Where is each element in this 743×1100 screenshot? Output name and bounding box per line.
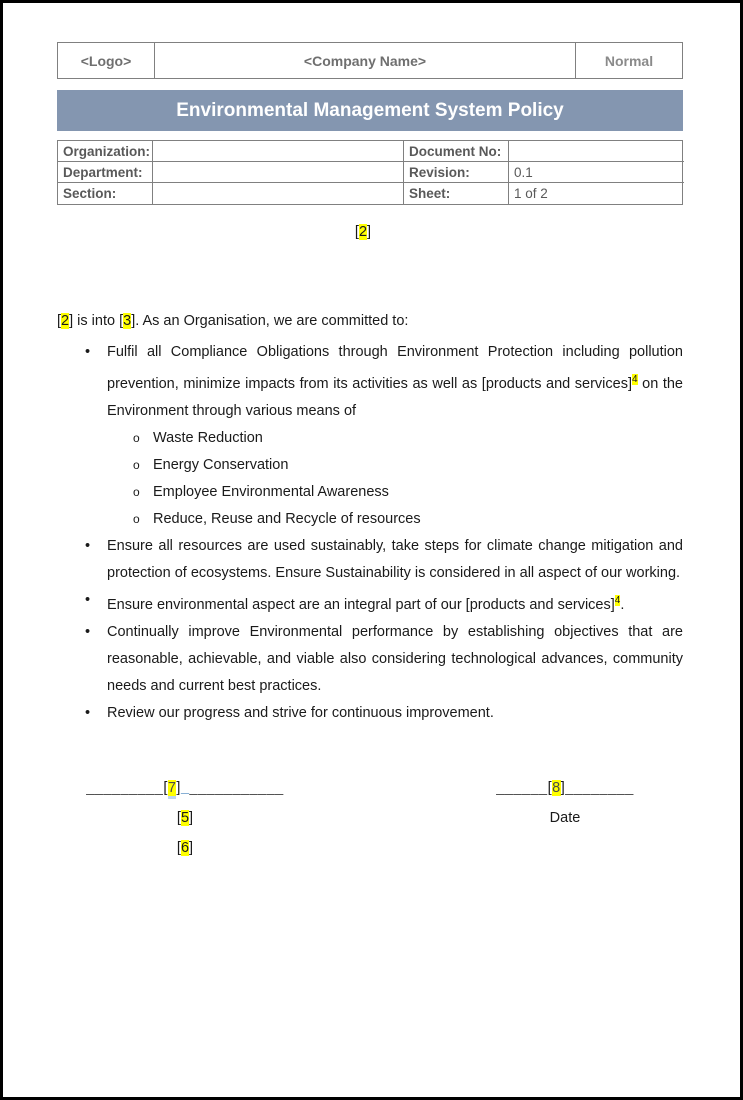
intro-text: ] is into [ bbox=[69, 313, 124, 329]
list-item-text: Fulfil all Compliance Obligations through Environment Protection including pollution prevention, minimize impacts from its activities as well as [products and services] bbox=[107, 344, 683, 392]
bullet-icon: • bbox=[85, 704, 91, 721]
bracket: [ bbox=[176, 840, 181, 856]
list-item bbox=[57, 533, 683, 587]
department-value bbox=[153, 162, 404, 183]
revision-label: Revision: bbox=[404, 162, 509, 183]
signature-rule: ______ bbox=[496, 780, 548, 796]
placeholder-number: 7 bbox=[167, 780, 177, 796]
bracket: ] bbox=[176, 780, 181, 796]
header-table bbox=[57, 42, 683, 79]
list-item bbox=[57, 700, 683, 727]
blue-underscore-mark: _ bbox=[180, 780, 190, 796]
intro-text: ]. As an Organisation, we are committed to: bbox=[131, 313, 409, 329]
revision-value: 0.1 bbox=[509, 162, 684, 183]
sub-list-item-text: Waste Reduction bbox=[153, 429, 263, 446]
bracket: [ bbox=[547, 780, 553, 796]
organization-value bbox=[153, 141, 404, 162]
department-label: Department: bbox=[58, 162, 153, 183]
bracket: [ bbox=[176, 810, 181, 826]
placeholder-number: 2 bbox=[61, 313, 70, 329]
list-item-text: . bbox=[620, 596, 625, 613]
signature-rule: _________ bbox=[86, 780, 164, 796]
list-item bbox=[57, 619, 683, 700]
sub-list-item-text: Reduce, Reuse and Recycle of resources bbox=[153, 510, 421, 527]
sub-list-item bbox=[57, 425, 683, 452]
section-value bbox=[153, 183, 404, 204]
bullet-icon: • bbox=[85, 623, 91, 640]
placeholder-number: 3 bbox=[123, 313, 132, 329]
date-line bbox=[475, 773, 655, 803]
title-banner bbox=[57, 90, 683, 131]
circle-bullet-icon: o bbox=[133, 511, 140, 526]
signature-block-left bbox=[65, 773, 305, 863]
bracket: [ bbox=[354, 224, 359, 240]
doc-classification: Normal bbox=[604, 52, 654, 69]
bracket: ] bbox=[367, 224, 372, 240]
bullet-icon: • bbox=[85, 537, 91, 554]
list-item bbox=[57, 587, 683, 619]
logo-placeholder: <Logo> bbox=[58, 43, 155, 78]
intro-paragraph bbox=[57, 313, 683, 329]
bracket: ] bbox=[189, 810, 194, 826]
sub-list-item bbox=[57, 452, 683, 479]
bullet-icon: • bbox=[85, 591, 91, 608]
bracket: ] bbox=[560, 780, 566, 796]
document-title: Environmental Management System Policy bbox=[176, 99, 564, 121]
signature-rule: ________ bbox=[565, 780, 634, 796]
signatory-name-placeholder bbox=[65, 803, 305, 833]
document-no-value bbox=[509, 141, 684, 162]
date-label: Date bbox=[549, 810, 581, 826]
sheet-label: Sheet: bbox=[404, 183, 509, 204]
highlighted-superscript: 4 bbox=[632, 374, 638, 385]
placeholder-number: 2 bbox=[358, 224, 368, 240]
signature-block-right bbox=[475, 773, 655, 863]
section-label: Section: bbox=[58, 183, 153, 204]
placeholder-number: 8 bbox=[552, 780, 561, 796]
sub-list-item bbox=[57, 479, 683, 506]
sub-list-item-text: Employee Environmental Awareness bbox=[153, 483, 389, 500]
signature-section bbox=[57, 773, 683, 863]
bracket: ] bbox=[189, 840, 194, 856]
circle-bullet-icon: o bbox=[133, 430, 140, 445]
list-item-text: Ensure environmental aspect are an integral part of our [products and services] bbox=[107, 596, 615, 613]
list-item-text: Continually improve Environmental performance by establishing objectives that are reasonable, achievable, and viable also considering technological advances, community needs and current best practices. bbox=[107, 623, 683, 694]
circle-bullet-icon: o bbox=[133, 484, 140, 499]
placeholder-2-centered bbox=[3, 224, 723, 240]
meta-table bbox=[57, 140, 683, 205]
list-item bbox=[57, 339, 683, 425]
list-item-text: on the Environment through various means of bbox=[107, 375, 684, 419]
signature-line bbox=[65, 773, 305, 803]
bracket: [ bbox=[163, 780, 168, 796]
circle-bullet-icon: o bbox=[133, 457, 140, 472]
policy-commitments-list bbox=[57, 339, 683, 727]
highlighted-superscript: 4 bbox=[614, 594, 621, 606]
placeholder-number: 6 bbox=[180, 840, 190, 856]
signatory-role-placeholder bbox=[65, 833, 305, 863]
document-no-label: Document No: bbox=[404, 141, 509, 162]
organization-label: Organization: bbox=[58, 141, 153, 162]
company-name-placeholder: <Company Name> bbox=[155, 43, 576, 78]
signature-rule: ___________ bbox=[189, 780, 284, 796]
placeholder-number: 5 bbox=[180, 810, 190, 826]
list-item-text: Review our progress and strive for continuous improvement. bbox=[107, 704, 494, 721]
bullet-icon: • bbox=[85, 344, 91, 360]
list-item-text: Ensure all resources are used sustainably, take steps for climate change mitigation and protection of ecosystems. Ensure Sustainability is considered in all aspect of our working. bbox=[107, 537, 683, 581]
bracket: [ bbox=[57, 313, 62, 329]
sub-list-item-text: Energy Conservation bbox=[153, 456, 289, 473]
sheet-value: 1 of 2 bbox=[514, 186, 548, 201]
sub-list-item bbox=[57, 506, 683, 533]
